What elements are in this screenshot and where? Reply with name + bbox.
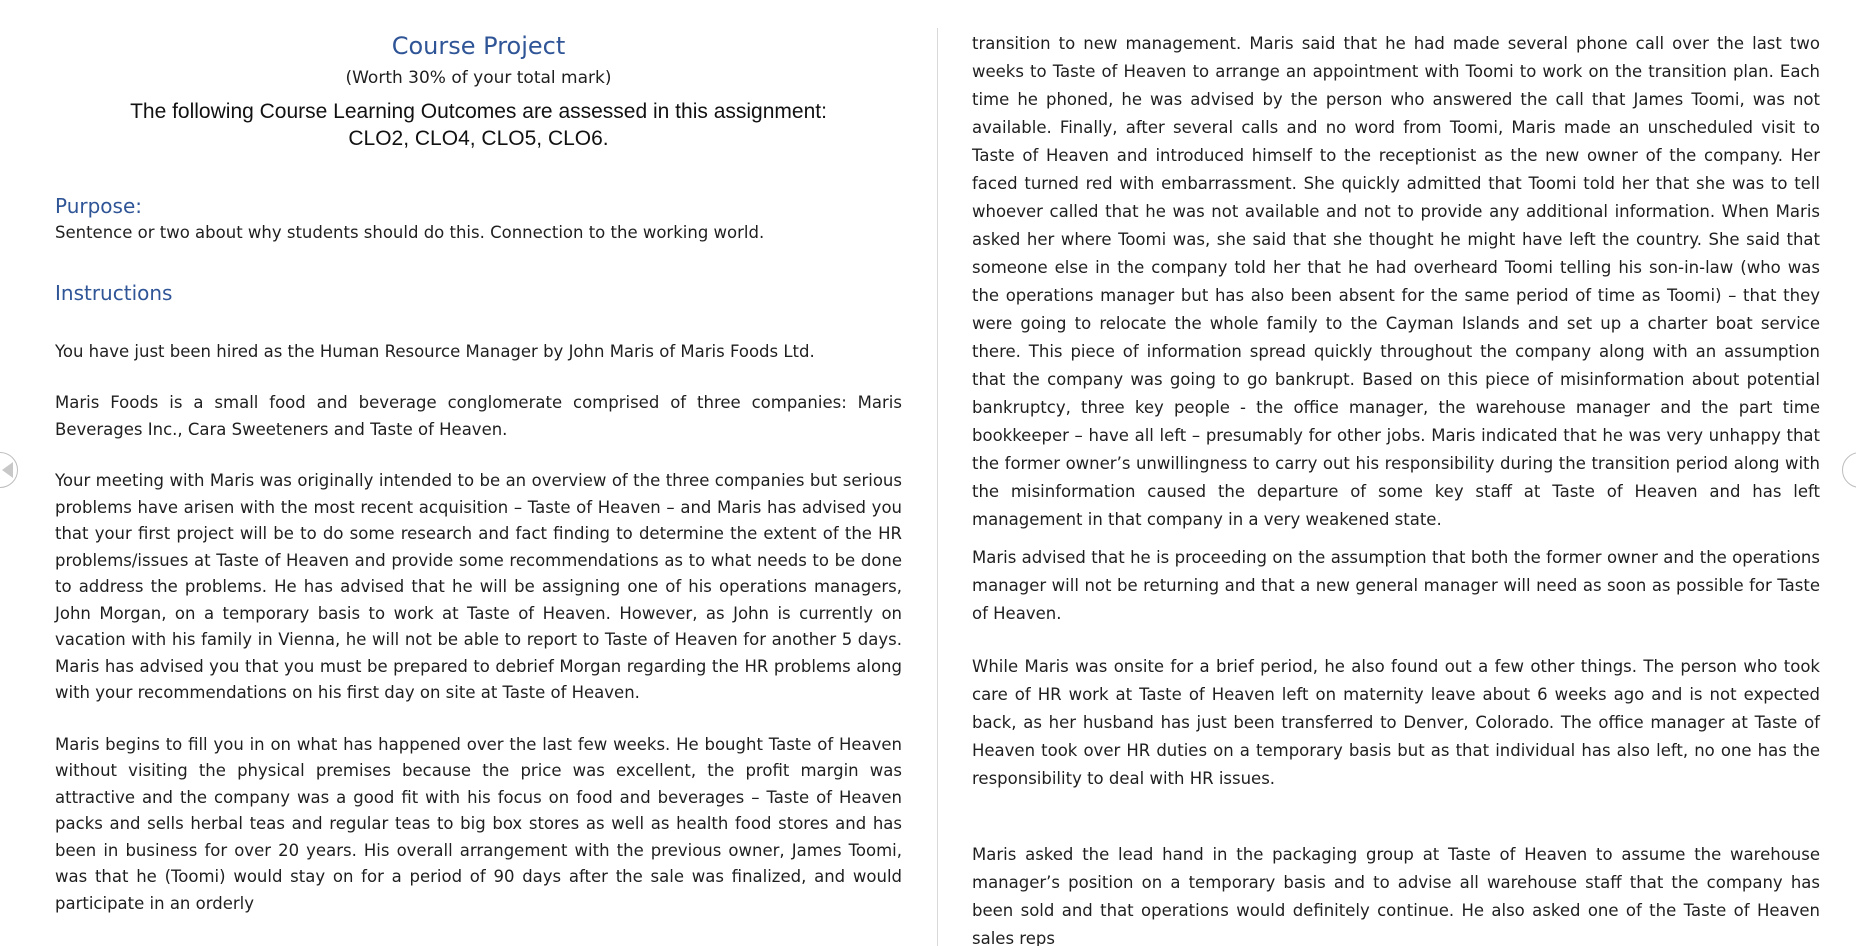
paragraph: Maris asked the lead hand in the packaging group at Taste of Heaven to assume the warehouse manager’s position on a temporary basis and to advise all warehouse staff that the company has been sold and that operations would definitely continue. He also asked one of the Taste of Heaven sales reps bbox=[972, 845, 1820, 946]
clo-list: CLO2, CLO4, CLO5, CLO6. bbox=[348, 127, 609, 150]
paragraph: Maris Foods is a small food and beverage conglomerate comprised of three companies: Maris Beverages Inc., Cara Sweeteners and Taste of Heaven. bbox=[55, 393, 902, 439]
document-title: Course Project bbox=[391, 32, 566, 60]
clo-statement: The following Course Learning Outcomes are assessed in this assignment: bbox=[130, 100, 827, 123]
instructions-heading: Instructions bbox=[55, 280, 173, 305]
paragraph: You have just been hired as the Human Resource Manager by John Maris of Maris Foods Ltd. bbox=[55, 341, 815, 361]
purpose-text: Sentence or two about why students should do this. Connection to the working world. bbox=[55, 223, 765, 242]
paragraph: Your meeting with Maris was originally intended to be an overview of the three companies but serious problems have arisen with the most recent acquisition – Taste of Heaven – and Maris has advised you that your first project will be to do some research and fact finding to determine the extent of the HR problems/issues at Taste of Heaven and provide some recommendations as to what needs to be done to address the problems. He has advised that he will be assigning one of his operations managers, John Morgan, on a temporary basis to work at Taste of Heaven. However, as John is currently on vacation with his family in Vienna, he will not be able to report to Taste of Heaven for another 5 days. Maris has advised you that you must be prepared to debrief Morgan regarding the HR problems along with your recommendations on his first day on site at Taste of Heaven. bbox=[55, 471, 902, 702]
paragraph: Maris advised that he is proceeding on the assumption that both the former owner and the operations manager will not be returning and that a new general manager will need as soon as possible for Taste of Heaven. bbox=[972, 548, 1820, 623]
right-page bbox=[938, 0, 1856, 946]
paragraph: Maris begins to fill you in on what has happened over the last few weeks. He bought Taste of Heaven without visiting the physical premises because the price was excellent, the profit margin was attractive and the company was a good fit with his focus on food and beverages – Taste of Heaven packs and sells herbal teas and regular teas to big box stores as well as health food stores and has been in business for over 20 years. His overall arrangement with the previous owner, James Toomi, was that he (Toomi) would stay on for a period of 90 days after the sale was finalized, and would participate in an orderly bbox=[55, 734, 902, 913]
chevron-left-icon bbox=[2, 462, 13, 478]
paragraph: transition to new management. Maris said that he had made several phone call over the last two weeks to Taste of Heaven to arrange an appointment with Toomi to work on the transition plan. Each time he phoned, he was advised by the person who answered the call that James Toomi, was not available. Finally, after several calls and no word from Toomi, Maris made an unscheduled visit to Taste of Heaven and introduced himself to the receptionist as the new owner of the company. Her faced turned red with embarrassment. She quickly admitted that Toomi told her that she was to tell whoever called that he was not available and not to provide any additional information. When Maris asked her where Toomi was, she said that she thought he might have left the country. She said that someone else in the company told her that he had overheard Toomi telling his son-in-law (who was the operations manager but has also been absent for the same period of time as Toomi) – that they were going to relocate the whole family to the Cayman Islands and set up a charter boat service there. This piece of information spread quickly throughout the company along with an assumption that the company was going to go bankrupt. Based on this piece of misinformation about potential bankruptcy, three key people - the office manager, the warehouse manager and the part time bookkeeper – have all left – presumably for other jobs. Maris indicated that he was very unhappy that the former owner’s unwillingness to carry out his responsibility during the transition period along with the misinformation caused the departure of some key staff at Taste of Heaven and has left management in that company in a very weakened state. bbox=[972, 34, 1820, 529]
document-subtitle: (Worth 30% of your total mark) bbox=[345, 68, 612, 88]
purpose-heading: Purpose: bbox=[55, 194, 143, 218]
paragraph: While Maris was onsite for a brief period, he also found out a few other things. The person who took care of HR work at Taste of Heaven left on maternity leave about 6 weeks ago and is not expected back, as her husband has just been transferred to Denver, Colorado. The office manager at Taste of Heaven took over HR duties on a temporary basis but as that individual has also left, no one has the responsibility to deal with HR issues. bbox=[972, 657, 1820, 788]
